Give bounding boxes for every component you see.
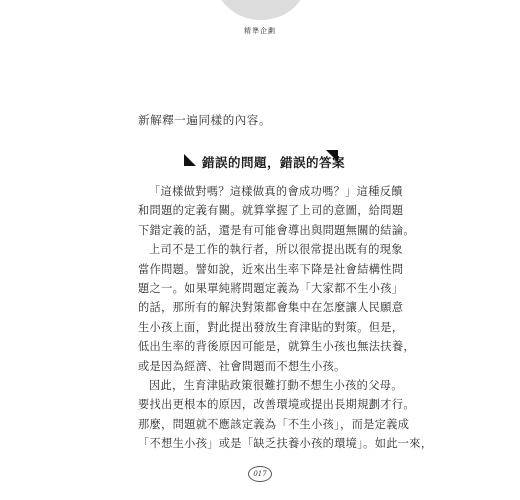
decorative-arc (215, 0, 307, 20)
body-line: 下錯定義的話，還是有可能會導出與問題無關的結論。 (138, 223, 415, 237)
heading-corner-right-icon (326, 150, 338, 162)
body-text (138, 182, 433, 453)
body-line: 「這樣做對嗎？這樣做真的會成功嗎？」這種反饋 (149, 185, 403, 198)
body-line: 或是因為經濟、社會問題而不想生小孩。 (138, 359, 346, 373)
body-line: 那麼，問題就不應該定義為「不生小孩」，而是定義成 (138, 417, 410, 431)
body-line: 題之一。如果單純將問題定義為「大家都不生小孩」 (138, 281, 404, 295)
body-line: 當作問題。譬如說，近來出生率下降是社會結構性問 (138, 262, 404, 276)
continued-paragraph-line: 新解釋一遍同樣的內容。 (138, 113, 272, 127)
body-line: 上司不是工作的執行者，所以很常提出既有的現象 (149, 243, 403, 257)
body-line: 「不想生小孩」或是「缺乏扶養小孩的環境」。如此一來， (138, 437, 433, 451)
body-line: 的話，那所有的解決對策都會集中在怎麼讓人民願意 (138, 301, 404, 315)
body-line: 低出生率的背後原因可能是，就算生小孩也無法扶養， (138, 340, 415, 354)
body-line: 和問題的定義有關。就算掌握了上司的意圖，給問題 (138, 204, 404, 218)
body-line: 生小孩上面，對此提出發放生育津貼的對策。但是， (138, 320, 404, 334)
section-heading (184, 150, 344, 172)
body-line: 因此，生育津貼政策很難打動不想生小孩的父母。 (149, 378, 403, 392)
section-heading-text: 錯誤的問題，錯誤的答案 (202, 155, 346, 170)
running-head: 精準企劃 (244, 27, 276, 35)
body-line: 要找出更根本的原因，改善環境或提出長期規劃才行。 (138, 398, 415, 412)
page-number: 017 (248, 466, 272, 482)
heading-corner-left-icon (184, 154, 196, 166)
